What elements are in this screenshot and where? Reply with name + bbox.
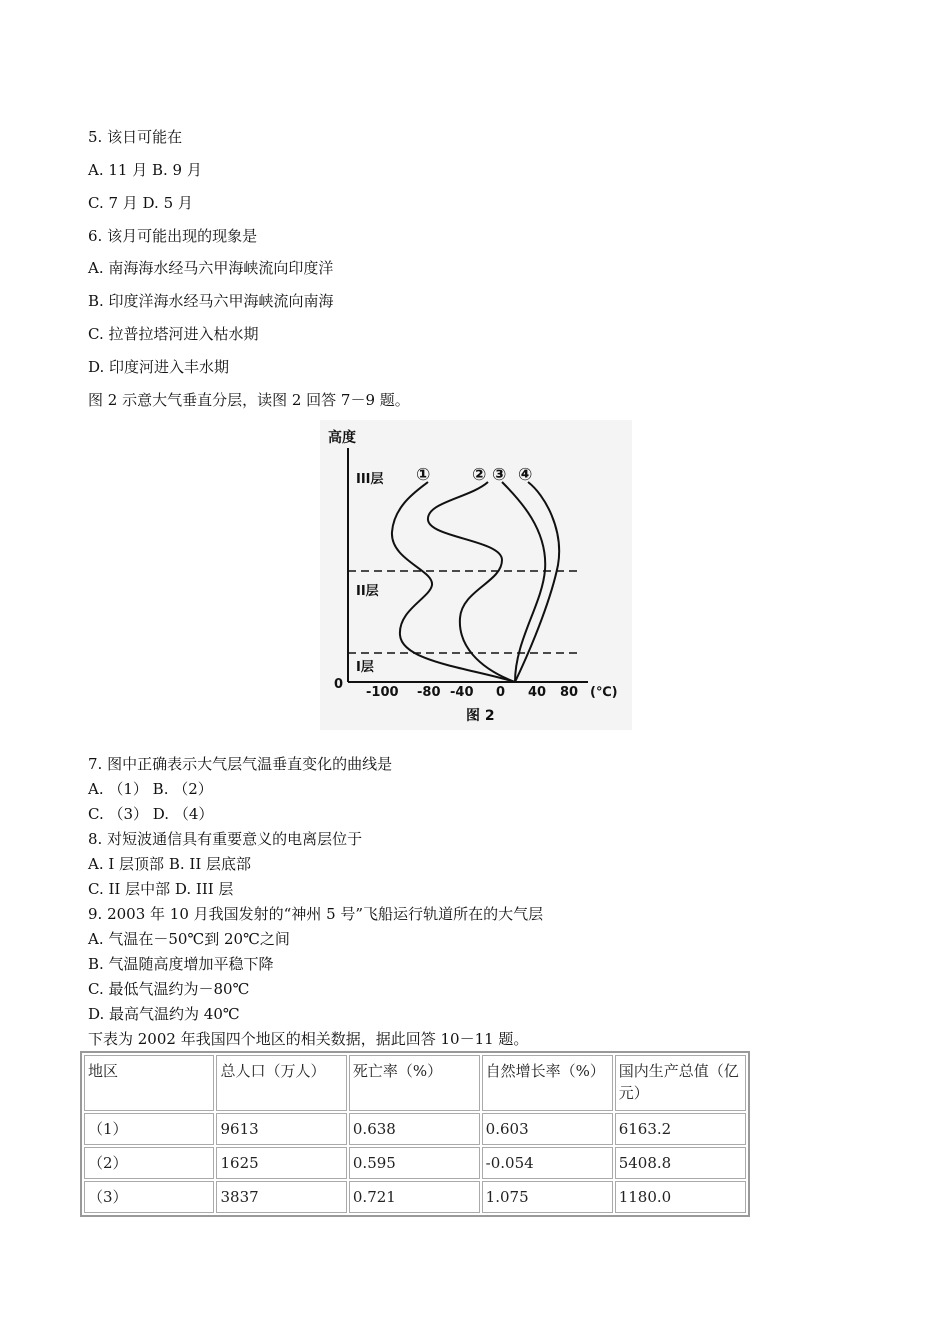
table-cell: 0.721 (349, 1181, 480, 1213)
q7-stem: 7. 图中正确表示大气层气温垂直变化的曲线是 (88, 755, 393, 773)
q5-options-cd: C. 7 月 D. 5 月 (88, 194, 193, 212)
table-row (84, 1147, 746, 1179)
origin-label: 0 (334, 677, 344, 692)
tick-label: 80 (560, 685, 579, 700)
table-cell: 9613 (216, 1113, 346, 1145)
q9-option-b: B. 气温随高度增加平稳下降 (88, 955, 274, 973)
tick-label: 0 (496, 685, 506, 700)
table-row (84, 1113, 746, 1145)
curve-1-label: ① (416, 465, 431, 485)
header-cell: 总人口（万人） (216, 1055, 346, 1111)
table-cell: 5408.8 (615, 1147, 746, 1179)
header-cell: 国内生产总值（亿元） (615, 1055, 746, 1111)
q6-option-d: D. 印度河进入丰水期 (88, 358, 230, 376)
q6-stem: 6. 该月可能出现的现象是 (88, 227, 258, 245)
tick-label: 40 (528, 685, 547, 700)
figure-caption: 图 2 (466, 708, 495, 724)
tick-label: -80 (417, 685, 441, 700)
table-intro: 下表为 2002 年我国四个地区的相关数据，据此回答 10－11 题。 (88, 1030, 529, 1048)
table-cell: （2） (84, 1147, 214, 1179)
table-cell: 0.595 (349, 1147, 480, 1179)
curve-2 (428, 482, 515, 682)
q8-options-ab: A. I 层顶部 B. II 层底部 (88, 855, 252, 873)
q9-option-a: A. 气温在－50℃到 20℃之间 (88, 930, 290, 948)
curve-1 (392, 482, 515, 682)
q5-stem: 5. 该日可能在 (88, 128, 183, 146)
table-cell: 1180.0 (615, 1181, 746, 1213)
figure-intro: 图 2 示意大气垂直分层，读图 2 回答 7－9 题。 (88, 391, 410, 409)
table-cell: 0.638 (349, 1113, 480, 1145)
atmosphere-diagram (320, 420, 632, 730)
table-cell: 3837 (216, 1181, 346, 1213)
layer-3-label: III层 (356, 472, 384, 487)
table-row (84, 1181, 746, 1213)
table-header-row (84, 1055, 746, 1111)
q6-option-b: B. 印度洋海水经马六甲海峡流向南海 (88, 292, 334, 310)
table-cell: 6163.2 (615, 1113, 746, 1145)
q9-option-c: C. 最低气温约为－80℃ (88, 980, 250, 998)
q7-options-cd: C. （3） D. （4） (88, 805, 214, 823)
table-cell: -0.054 (482, 1147, 613, 1179)
table-cell: 1.075 (482, 1181, 613, 1213)
q8-options-cd: C. II 层中部 D. III 层 (88, 880, 234, 898)
header-cell: 死亡率（%） (349, 1055, 480, 1111)
q9-option-d: D. 最高气温约为 40℃ (88, 1005, 240, 1023)
q7-options-ab: A. （1） B. （2） (88, 780, 213, 798)
curve-4 (515, 482, 559, 682)
curve-3-label: ③ (492, 465, 507, 485)
unit-label: (℃) (590, 685, 618, 700)
q8-stem: 8. 对短波通信具有重要意义的电离层位于 (88, 830, 363, 848)
atmosphere-layers-figure (320, 420, 632, 730)
table-cell: （1） (84, 1113, 214, 1145)
region-data-table (80, 1051, 750, 1217)
curve-3 (502, 482, 545, 682)
tick-label: -100 (366, 685, 399, 700)
table-cell: （3） (84, 1181, 214, 1213)
curve-4-label: ④ (518, 465, 533, 485)
height-label: 高度 (328, 430, 356, 446)
table-cell: 0.603 (482, 1113, 613, 1145)
layer-1-label: I层 (356, 660, 374, 675)
q6-option-a: A. 南海海水经马六甲海峡流向印度洋 (88, 259, 334, 277)
q9-stem: 9. 2003 年 10 月我国发射的“神州 5 号”飞船运行轨道所在的大气层 (88, 905, 544, 923)
table-cell: 1625 (216, 1147, 346, 1179)
q5-options-ab: A. 11 月 B. 9 月 (88, 161, 202, 179)
q6-option-c: C. 拉普拉塔河进入枯水期 (88, 325, 259, 343)
curve-2-label: ② (472, 465, 487, 485)
layer-2-label: II层 (356, 584, 379, 599)
tick-label: -40 (450, 685, 474, 700)
header-cell: 自然增长率（%） (482, 1055, 613, 1111)
header-cell: 地区 (84, 1055, 214, 1111)
